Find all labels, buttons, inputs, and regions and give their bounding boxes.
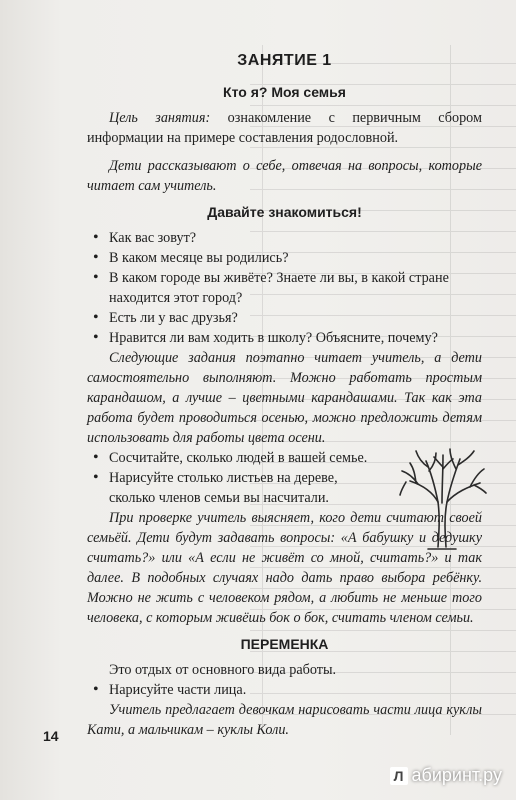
- list-item: • В каком месяце вы родились?: [87, 248, 482, 268]
- lesson-title: ЗАНЯТИЕ 1: [237, 52, 332, 69]
- lesson-subtitle: Кто я? Моя семья: [223, 84, 346, 100]
- check-paragraph: При проверке учитель выясняет, кого дети считают своей семьёй. Дети будут задавать вопросы: «А бабушку и дедушку считать?» или «А если не живёт со мной, считать?» и так далее. В подобных случаях надо дать право выбора ребёнку. Можно не жить с человеком рядом, а любить не меньше того человека, с которым живёшь бок о бок, считать членом семьи.: [87, 510, 482, 626]
- list-item: • Как вас зовут?: [87, 228, 482, 248]
- page-number: 14: [43, 728, 59, 744]
- list-item: • Нарисуйте части лица.: [87, 680, 482, 700]
- break-instruction-paragraph: Учитель предлагает девочкам нарисовать части лица куклы Кати, а мальчикам – куклы Коли.: [87, 702, 482, 738]
- instructions-paragraph: Следующие задания поэтапно читает учитель, а дети самостоятельно выполняют. Можно работать простым карандашом, а лучше – цветными карандашами. Так как эта работа будет проводиться осенью, можно предложить детям использовать для работы цвета осени.: [87, 350, 482, 446]
- tree-illustration: [398, 447, 488, 552]
- list-item: • Нарисуйте столько листьев на дереве, сколько членов семьи вы насчитали.: [87, 468, 482, 508]
- goal-label: Цель занятия:: [109, 110, 211, 126]
- questions-list: [87, 228, 482, 348]
- list-item: • Нравится ли вам ходить в школу? Объясните, почему?: [87, 328, 482, 348]
- section-title-break: ПЕРЕМЕНКА: [240, 636, 329, 652]
- list-item: • В каком городе вы живёте? Знаете ли вы, в какой стране находится этот город?: [87, 268, 482, 308]
- watermark-text: абиринт.ру: [411, 765, 502, 785]
- break-paragraph: Это отдых от основного вида работы.: [109, 662, 337, 678]
- break-list: [87, 680, 482, 700]
- goal-paragraph: [87, 108, 482, 148]
- list-item: • Есть ли у вас друзья?: [87, 308, 482, 328]
- section-title-acquaintance: Давайте знакомиться!: [207, 204, 362, 220]
- list-item: • Сосчитайте, сколько людей в вашей семье.: [87, 448, 482, 468]
- page-content: [87, 52, 482, 740]
- labirint-logo-icon: Л: [390, 767, 408, 785]
- goal-text: ознакомление с первичным сбором информации на примере составления родословной.: [87, 110, 482, 146]
- labirint-watermark: [390, 765, 502, 786]
- intro-paragraph: Дети рассказывают о себе, отвечая на вопросы, которые читает сам учитель.: [87, 158, 482, 194]
